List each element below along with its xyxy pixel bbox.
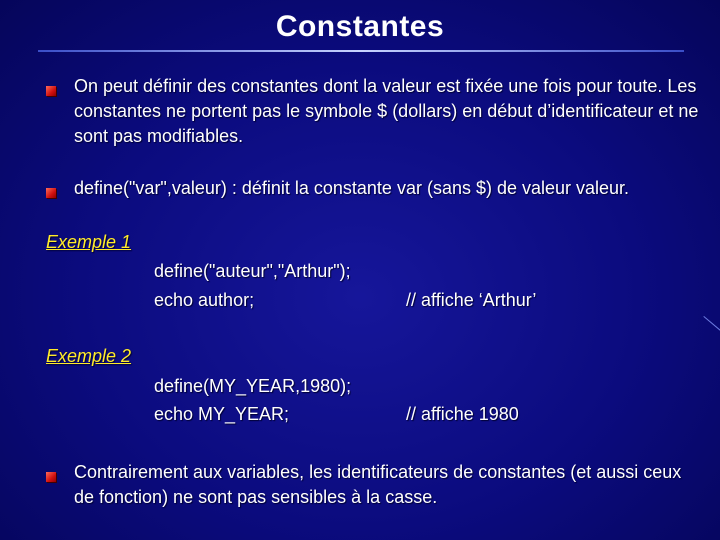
slide-title: Constantes [275, 10, 445, 43]
example-2-label: Exemple 2 [46, 346, 132, 366]
bullet-marker-1 [46, 86, 56, 96]
title-divider [38, 50, 684, 52]
example-2-code-line-2: echo MY_YEAR; [154, 404, 290, 424]
example-1-code-line-2: echo author; [154, 290, 255, 310]
example-1-label: Exemple 1 [46, 232, 132, 252]
example-1-comment: // affiche ‘Arthur’ [406, 290, 537, 310]
bullet-text-2: define("var",valeur) : définit la constante var (sans $) de valeur valeur. [74, 178, 630, 198]
bullet-marker-2 [46, 188, 56, 198]
bullet-marker-3 [46, 472, 56, 482]
decorative-line [703, 316, 720, 332]
bullet-text-1: On peut définir des constantes dont la valeur est fixée une fois pour toute. Les constantes ne portent pas le symbole $ (dollars) en début d’identificateur et ne sont pas modifiables. [74, 76, 699, 146]
example-2-comment: // affiche 1980 [406, 404, 519, 424]
example-2-code-line-1: define(MY_YEAR,1980); [154, 376, 352, 396]
bullet-text-3: Contrairement aux variables, les identificateurs de constantes (et aussi ceux de fonction) ne sont pas sensibles à la casse. [74, 462, 682, 507]
example-1-code-line-1: define("auteur","Arthur"); [154, 261, 351, 281]
